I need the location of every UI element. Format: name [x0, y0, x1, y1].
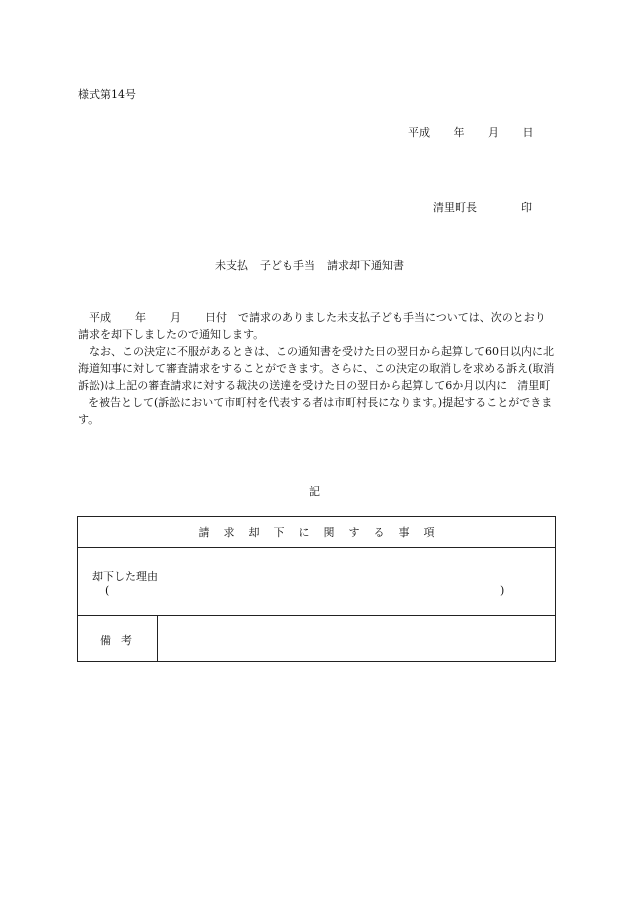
form-number: 様式第14号: [78, 88, 136, 101]
date-year: 年: [453, 126, 465, 139]
ki-heading: 記: [309, 485, 320, 498]
p1-era: 平成: [89, 311, 111, 324]
title-part-3: 請求却下通知書: [327, 259, 404, 272]
date-day: 日: [522, 126, 534, 139]
date-month: 月: [488, 126, 499, 139]
p1-year: 年: [135, 311, 146, 324]
seal-mark: 印: [521, 201, 532, 214]
reason-paren-close: ): [500, 584, 505, 597]
rejection-items-table: [77, 516, 556, 662]
table-header: 請求却下に関する事項: [78, 517, 555, 548]
issuer-line: [433, 199, 532, 215]
title-part-1: 未支払: [215, 259, 248, 272]
reason-label: 却下した理由: [92, 570, 158, 583]
document-title: [215, 257, 404, 273]
body-text: [78, 309, 556, 428]
remarks-content-cell: [158, 615, 555, 661]
date-line: [408, 124, 534, 140]
title-part-2: 子ども手当: [260, 259, 315, 272]
remarks-label: 備考: [100, 634, 142, 647]
paragraph-1: [78, 309, 556, 343]
remarks-row: [78, 615, 555, 661]
paragraph-2: [78, 343, 556, 428]
reason-row: [78, 548, 555, 616]
p2-text-a: なお、この決定に不服があるときは、この通知書を受けた日の翌日から起算して60日以内に北海道知事に対して審査請求をすることができます。さらに、この決定の取消しを求める訴え(取消訴訟)は上記の審査請求に対する裁決の送達を受けた日の翌日から起算して6か月以内に: [78, 345, 555, 392]
issuer-name: 清里町長: [433, 201, 477, 214]
p2-text-b: を被告として(訴訟において市町村を代表する者は市町村長になります。)提起することができます。: [78, 396, 553, 426]
p1-rest: 日付 で請求のありました未支払子ども手当については、次のとおり請求を却下しましたので通知します。: [78, 311, 546, 341]
date-era: 平成: [408, 126, 430, 139]
reason-paren-open: (: [105, 584, 110, 597]
p1-month: 月: [170, 311, 181, 324]
remarks-label-cell: [78, 615, 158, 661]
p2-town: 清里町: [517, 379, 551, 392]
